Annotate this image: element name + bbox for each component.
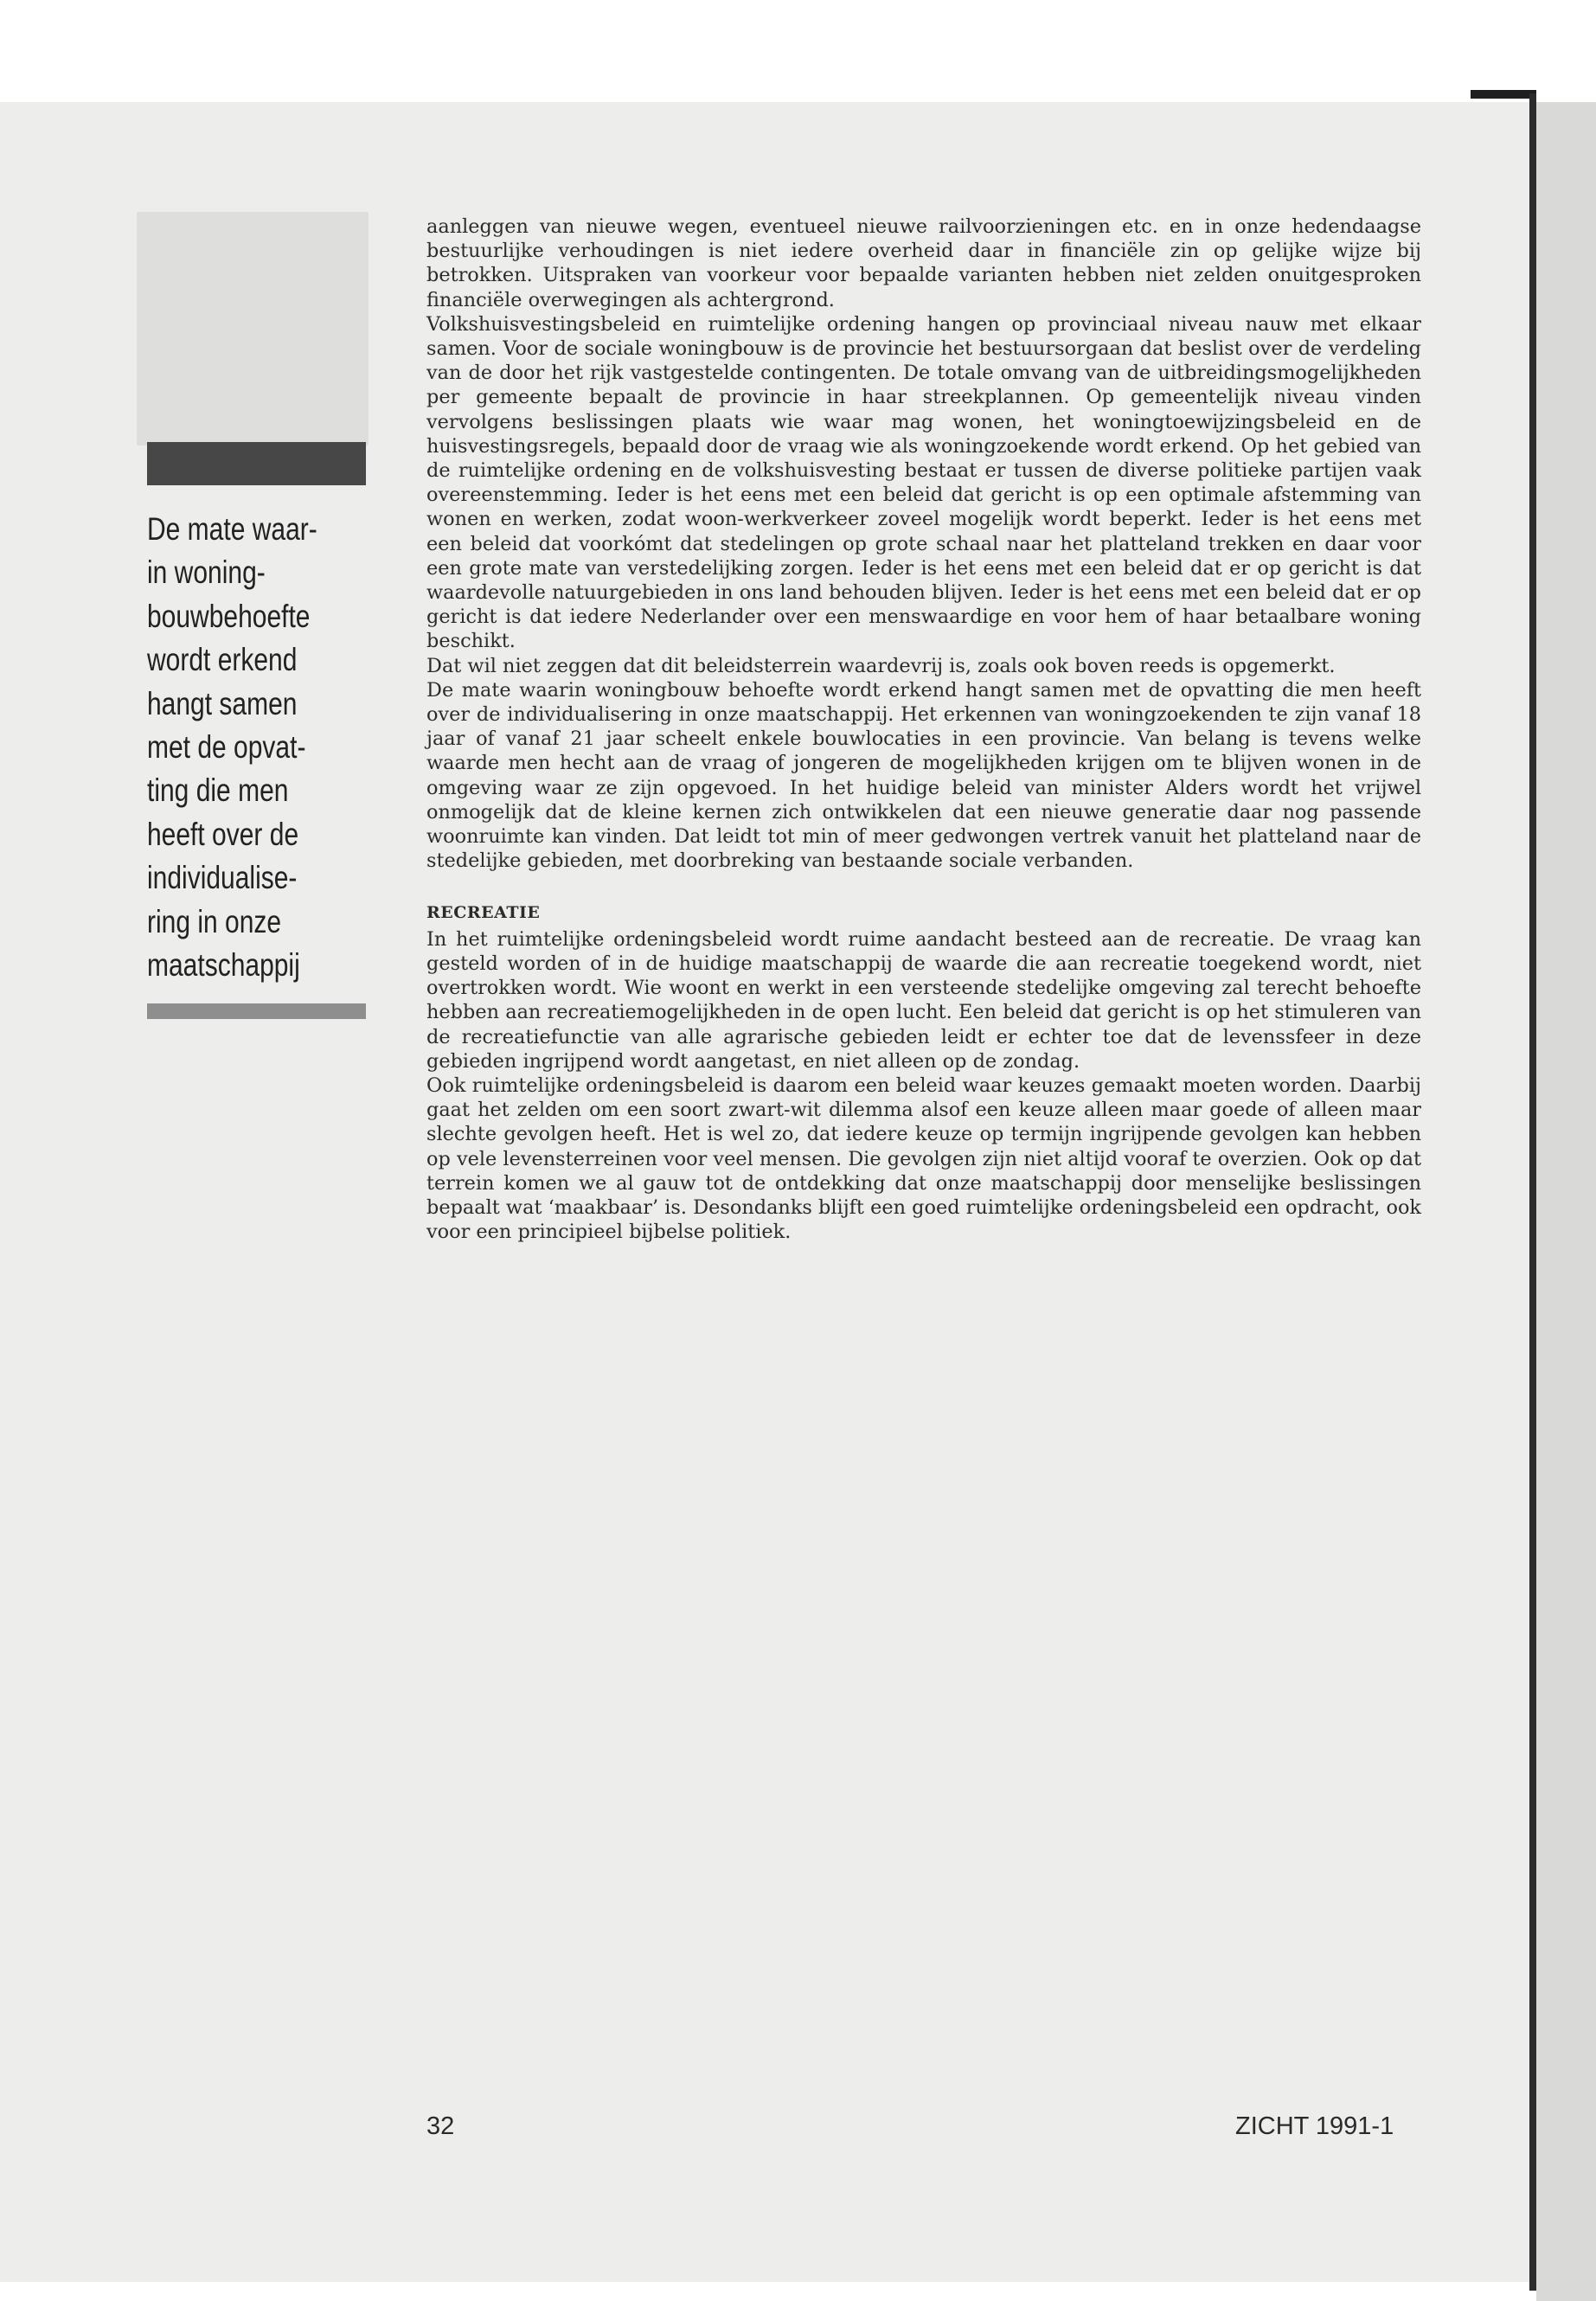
paragraph: Ook ruimtelijke ordeningsbeleid is daarom een beleid waar keuzes gemaakt moeten worden. Daarbij gaat het zelden om een soort zwart-wit dilemma alsof een keuze alleen maar goede of alleen maar slechte gevolgen heeft. Het is wel zo, dat iedere keuze op termijn ingrijpende gevolgen kan hebben op vele levensterreinen voor veel mensen. Die gevolgen zijn niet altijd vooraf te overzien. Ook op dat terrein komen we al gauw tot de ontdekking dat onze maatschappij door menselijke beslissingen bepaalt wat ‘maakbaar’ is. Desondanks blijft een goed ruimtelijke ordeningsbeleid een opdracht, ook voor een principieel bijbelse politiek. bbox=[426, 1074, 1421, 1244]
paragraph: In het ruimtelijke ordeningsbeleid wordt ruime aandacht besteed aan de recreatie. De vraag kan gesteld worden of in de huidige maatschappij de waarde die aan recreatie toegekend wordt, niet overtrokken wordt. Wie woont en werkt in een versteende stedelijke omgeving zal terecht behoefte hebben aan recreatiemogelijkheden in de open lucht. Een beleid dat gericht is op het stimuleren van de recreatiefunctie van alle agrarische gebieden leidt er echter toe dat de levenssfeer in deze gebieden ingrijpend wordt aangetast, en niet alleen op de zondag. bbox=[426, 927, 1421, 1073]
paragraph: De mate waarin woningbouw behoefte wordt erkend hangt samen met de opvatting die men heeft over de individualisering in onze maatschappij. Het erkennen van woningzoekenden te zijn vanaf 18 jaar of vanaf 21 jaar scheelt enkele bouwlocaties in een provincie. Van belang is tevens welke waarde men hecht aan de vraag of jongeren de mogelijkheden krijgen om te blijven wonen in de omgeving waar ze zijn opgevoed. In het huidige beleid van minister Alders wordt het vrijwel onmogelijk dat de kleine kernen zich ontwikkelen dat een nieuwe generatie daar nog passende woonruimte kan vinden. Dat leidt tot min of meer gedwongen vertrek vanuit het platteland naar de stedelijke gebieden, met doorbreking van bestaande sociale verbanden. bbox=[426, 678, 1421, 873]
paragraph: aanleggen van nieuwe wegen, eventueel nieuwe railvoorzieningen etc. en in onze hedendaagse bestuurlijke verhoudingen is niet iedere overheid daar in financiële zin op gelijke wijze bij betrokken. Uitspraken van voorkeur voor bepaalde varianten hebben niet zelden onuitgesproken financiële overwegingen als achtergrond. bbox=[426, 215, 1421, 311]
page-number: 32 bbox=[426, 2112, 455, 2140]
page-edge-tab bbox=[1471, 90, 1536, 99]
journal-issue: ZICHT 1991-1 bbox=[1235, 2112, 1394, 2140]
paragraph: Dat wil niet zeggen dat dit beleidsterrein waardevrij is, zoals ook boven reeds is opgemerkt. bbox=[426, 654, 1336, 677]
page-edge-shadow bbox=[1529, 93, 1536, 2291]
section-heading: RECREATIE bbox=[426, 903, 541, 923]
pull-quote-top-bar bbox=[147, 442, 366, 485]
next-page-edge bbox=[1536, 102, 1596, 2301]
article-body bbox=[426, 215, 1421, 1244]
pull-quote: De mate waar- in woning- bouwbehoefte wordt erkend hangt samen met de opvat- ting die men heeft over de individualise- ring in onze maatschappij bbox=[147, 510, 317, 984]
pull-quote-bottom-bar bbox=[147, 1003, 366, 1019]
sidebar-shade bbox=[137, 212, 369, 445]
paragraph: Volkshuisvestingsbeleid en ruimtelijke ordening hangen op provinciaal niveau nauw met elkaar samen. Voor de sociale woningbouw is de provincie het bestuursorgaan dat beslist over de verdeling van de door het rijk vastgestelde contingenten. De totale omvang van de uitbreidingsmogelijkheden per gemeente bepaalt de provincie in haar streekplannen. Op gemeentelijk niveau vinden vervolgens beslissingen plaats wie waar mag wonen, het woningtoewijzingsbeleid en de huisvestingsregels, bepaald door de vraag wie als woningzoekende wordt erkend. Op het gebied van de ruimtelijke ordening en de volkshuisvesting bestaat er tussen de diverse politieke partijen vaak overeenstemming. Ieder is het eens met een beleid dat gericht is op een optimale afstemming van wonen en werken, zodat woon-werkverkeer zoveel mogelijk wordt beperkt. Ieder is het eens met een beleid dat voorkómt dat stedelingen op grote schaal naar het platteland trekken en daar voor een grote mate van verstedelijking zorgen. Ieder is het eens met een beleid dat er op gericht is dat waardevolle natuurgebieden in ons land behouden blijven. Ieder is het eens met een beleid dat er op gericht is dat iedere Nederlander over een menswaardige en voor hem of haar betaalbare woning beschikt. bbox=[426, 312, 1421, 653]
